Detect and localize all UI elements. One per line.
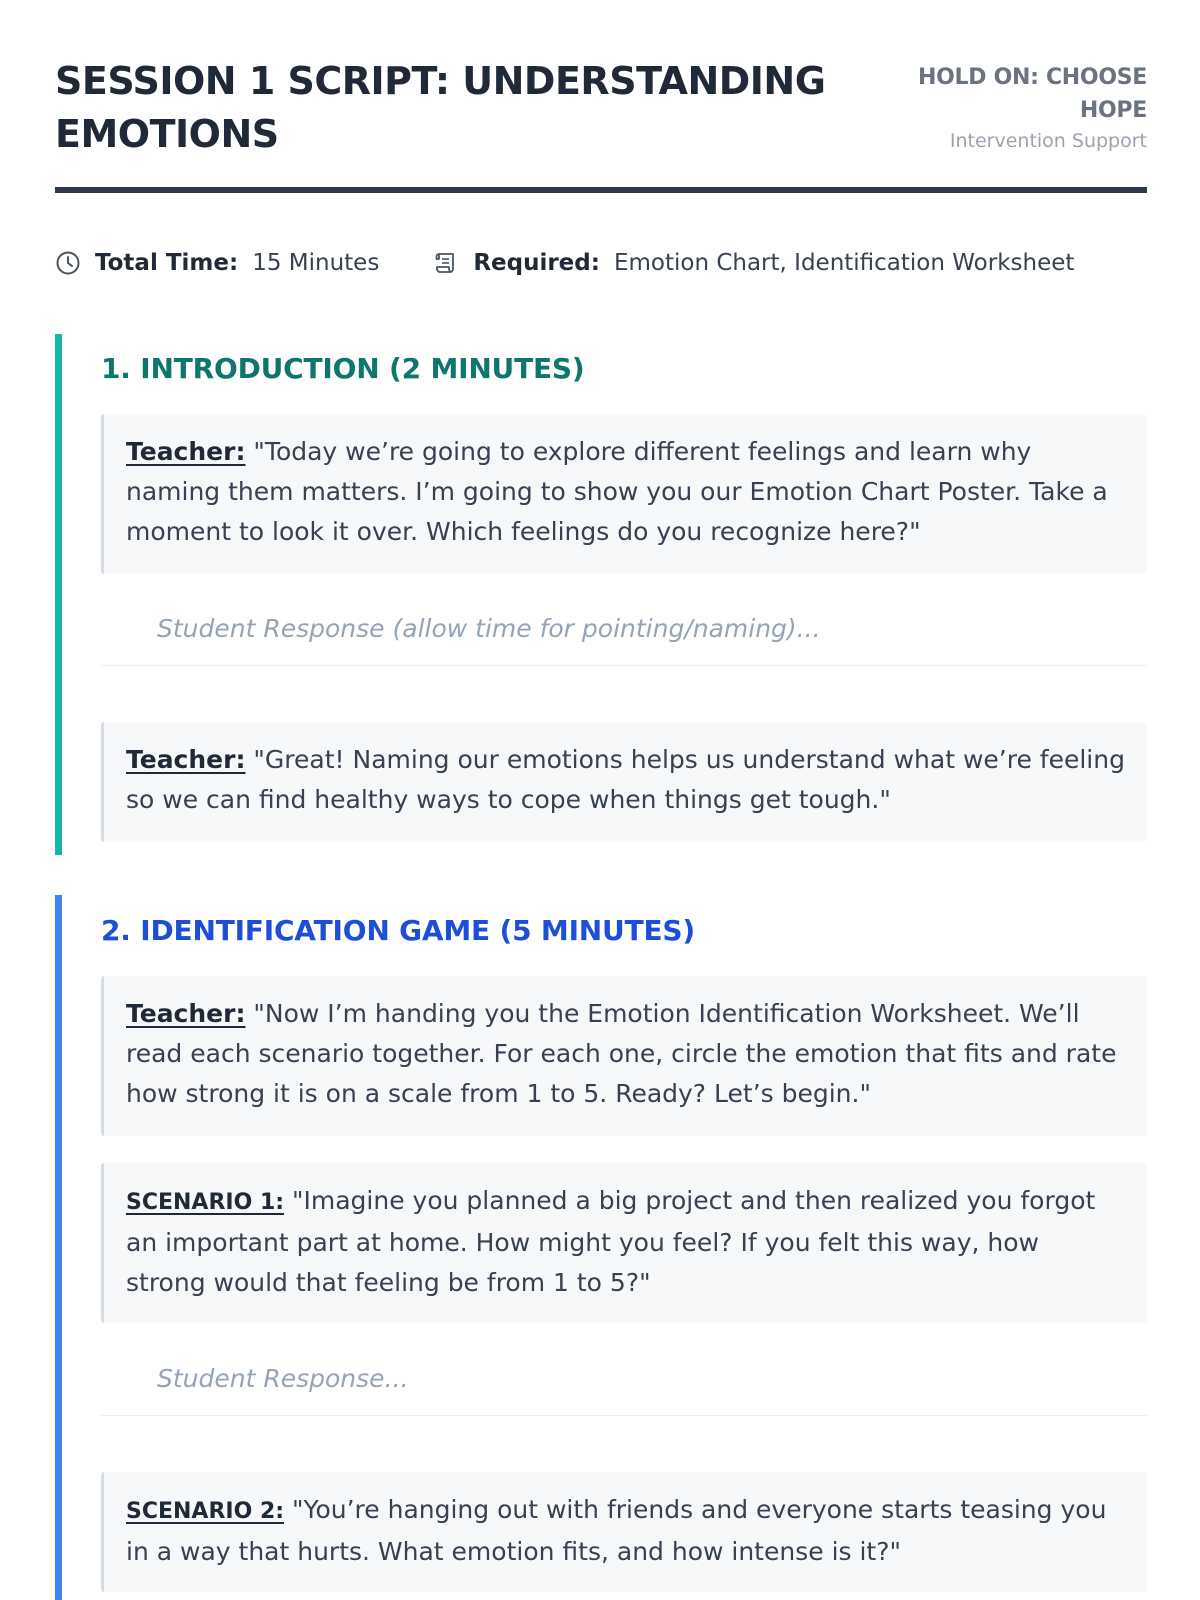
teacher-dialogue — [101, 722, 1147, 842]
speaker-label: Teacher: — [126, 999, 246, 1028]
page-title: SESSION 1 SCRIPT: UNDERSTANDING EMOTIONS — [55, 59, 826, 156]
section-identification-game — [55, 895, 1147, 1600]
script-page — [55, 0, 1147, 1600]
section-title: 1. INTRODUCTION (2 MINUTES) — [101, 352, 585, 385]
student-response-prompt: Student Response (allow time for pointing/naming)... — [157, 614, 821, 643]
total-time-value: 15 Minutes — [252, 250, 380, 276]
teacher-dialogue — [101, 414, 1147, 574]
brand-block — [887, 61, 1147, 155]
brand-name: HOLD ON: CHOOSE HOPE — [918, 65, 1147, 123]
section-title: 2. IDENTIFICATION GAME (5 MINUTES) — [101, 914, 695, 947]
student-response-prompt: Student Response... — [157, 1364, 409, 1393]
header-divider — [55, 187, 1147, 193]
dialogue-text: "Great! Naming our emotions helps us understand what we’re feeling so we can find healthy ways to cope when things get tough." — [126, 745, 1125, 814]
scenario-label: SCENARIO 2: — [126, 1499, 285, 1524]
required-value: Emotion Chart, Identification Worksheet — [613, 250, 1075, 276]
brand-subtitle: Intervention Support — [949, 130, 1147, 152]
section-accent-bar — [55, 895, 62, 1600]
scenario-text: "Imagine you planned a big project and then realized you forgot an important part at home. How might you feel? If you felt this way, how strong would that feeling be from 1 to 5?" — [126, 1186, 1096, 1297]
speaker-label: Teacher: — [126, 437, 246, 466]
scenario-card — [101, 1163, 1147, 1323]
session-meta — [55, 246, 1147, 280]
student-response — [101, 595, 1147, 666]
scenario-card — [101, 1472, 1147, 1592]
clock-icon — [55, 250, 81, 276]
section-accent-bar — [55, 334, 62, 855]
total-time — [55, 250, 379, 276]
total-time-label: Total Time: — [95, 250, 239, 276]
dialogue-text: "Now I’m handing you the Emotion Identification Worksheet. We’ll read each scenario together. For each one, circle the emotion that fits and rate how strong it is on a scale from 1 to 5. Ready? Let’s begin." — [126, 999, 1117, 1108]
scroll-icon — [433, 250, 459, 276]
student-response — [101, 1345, 1147, 1416]
required-label: Required: — [473, 250, 600, 276]
scenario-label: SCENARIO 1: — [126, 1190, 285, 1215]
section-introduction — [55, 334, 1147, 855]
page-header — [55, 55, 1147, 195]
required-materials — [433, 250, 1074, 276]
teacher-dialogue — [101, 976, 1147, 1136]
speaker-label: Teacher: — [126, 745, 246, 774]
dialogue-text: "Today we’re going to explore different feelings and learn why naming them matters. I’m going to show you our Emotion Chart Poster. Take a moment to look it over. Which feelings do you recognize here?" — [126, 437, 1108, 546]
scenario-text: "You’re hanging out with friends and everyone starts teasing you in a way that hurts. What emotion fits, and how intense is it?" — [126, 1495, 1107, 1566]
